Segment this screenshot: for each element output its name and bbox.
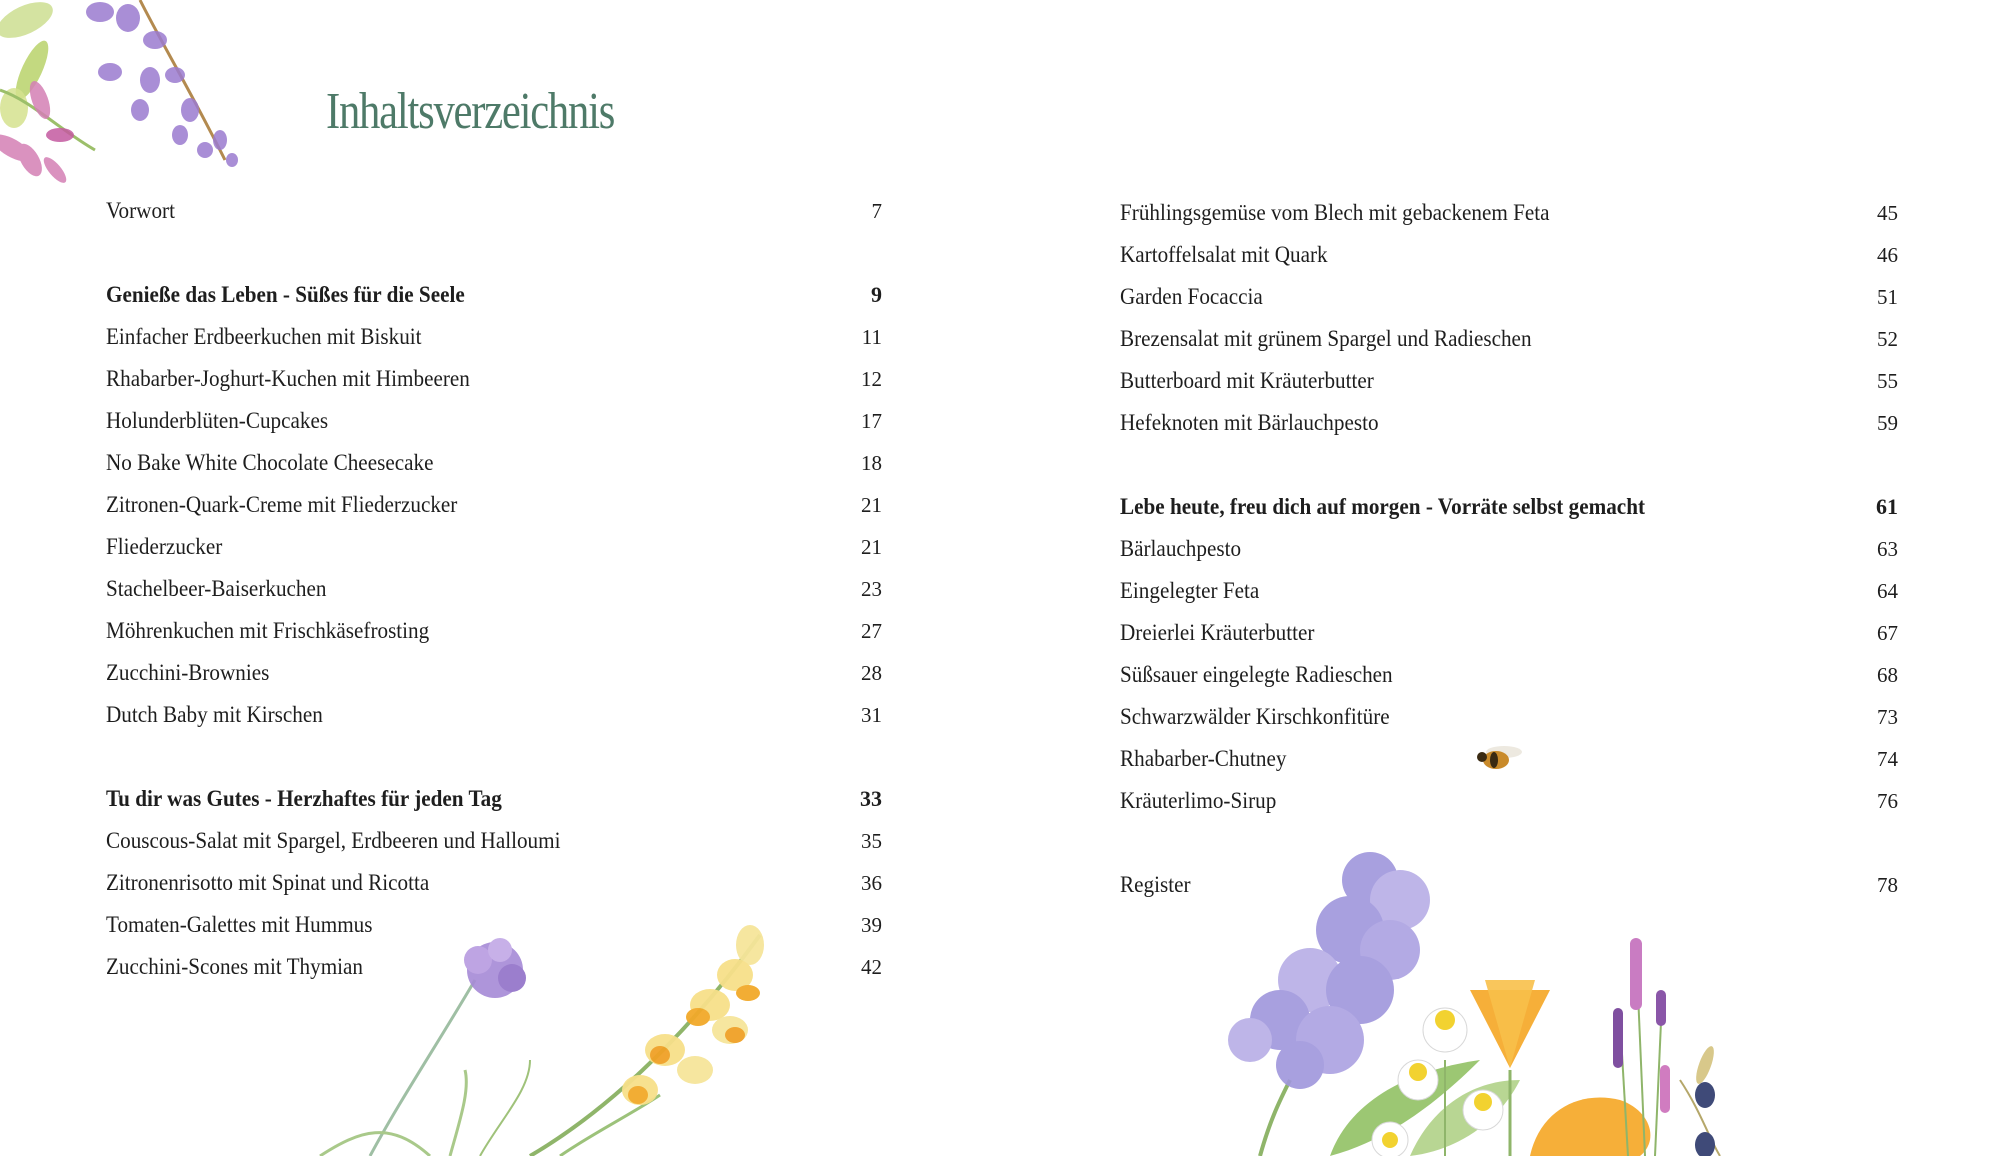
toc-entry-title: Genieße das Leben - Süßes für die Seele [106,282,465,307]
olive-illustration [1680,1044,1720,1156]
sweet-pea-illustration [0,0,260,210]
toc-entry[interactable] [106,950,882,984]
toc-entry[interactable] [106,908,882,942]
toc-entry[interactable] [1120,700,1898,734]
toc-page-number: 45 [1877,200,1898,225]
toc-page-number: 11 [861,324,882,349]
toc-entry-title: Einfacher Erdbeerkuchen mit Biskuit [106,324,422,349]
toc-entry[interactable] [1120,238,1898,272]
toc-page-number: 28 [861,660,882,685]
toc-entry-title: Frühlingsgemüse vom Blech mit gebackenem Feta [1120,200,1550,225]
toc-entry[interactable] [106,194,882,228]
toc-page-number: 7 [871,198,882,223]
toc-entry-title: Lebe heute, freu dich auf morgen - Vorräte selbst gemacht [1120,494,1646,519]
toc-entry[interactable] [1120,322,1898,356]
toc-entry-title: Rhabarber-Chutney [1120,746,1287,771]
toc-entry[interactable] [1120,574,1898,608]
page-title: Inhaltsverzeichnis [326,83,615,140]
chamomile-illustration [1372,1008,1503,1156]
toc-page-number: 31 [861,702,882,727]
toc-entry-title: Hefeknoten mit Bärlauchpesto [1120,410,1379,435]
toc-entry-title: Kräuterlimo-Sirup [1120,788,1277,813]
toc-entry-title: Dreierlei Kräuterbutter [1120,620,1315,645]
toc-page-number: 46 [1877,242,1898,267]
toc-entry-title: Garden Focaccia [1120,284,1263,309]
toc-entry-title: Tomaten-Galettes mit Hummus [106,912,373,937]
toc-entry[interactable] [1120,196,1898,230]
toc-entry[interactable] [106,614,882,648]
toc-entry[interactable] [1120,784,1898,818]
toc-section-heading[interactable] [1120,490,1898,524]
toc-entry[interactable] [1120,280,1898,314]
toc-entry[interactable] [106,572,882,606]
toc-entry-title: Süßsauer eingelegte Radieschen [1120,662,1393,687]
toc-entry-title: Vorwort [106,198,175,223]
toc-page-number: 67 [1877,620,1898,645]
toc-entry[interactable] [1120,532,1898,566]
toc-entry-title: Zitronen-Quark-Creme mit Fliederzucker [106,492,458,517]
toc-entry[interactable] [106,488,882,522]
toc-entry-title: Dutch Baby mit Kirschen [106,702,323,727]
toc-entry[interactable] [1120,742,1898,776]
toc-page-number: 76 [1877,788,1898,813]
toc-entry[interactable] [1120,616,1898,650]
toc-entry-title: Bärlauchpesto [1120,536,1242,561]
toc-page-number: 21 [861,492,882,517]
lavender-illustration [1613,938,1670,1156]
toc-entry-title: Zucchini-Brownies [106,660,270,685]
toc-entry-title: Brezensalat mit grünem Spargel und Radieschen [1120,326,1532,351]
toc-page-number: 33 [860,786,882,811]
toc-page-number: 42 [861,954,882,979]
toc-entry[interactable] [106,866,882,900]
toc-page-number: 17 [861,408,882,433]
toc-entry-title: Stachelbeer-Baiserkuchen [106,576,327,601]
toc-page-number: 12 [861,366,882,391]
toc-entry-title: Möhrenkuchen mit Frischkäsefrosting [106,618,430,643]
toc-page-number: 68 [1877,662,1898,687]
toc-page-number: 78 [1877,872,1898,897]
toc-page-number: 23 [861,576,882,601]
toc-entry[interactable] [106,824,882,858]
toc-page-number: 51 [1877,284,1898,309]
toc-entry-title: Rhabarber-Joghurt-Kuchen mit Himbeeren [106,366,470,391]
toc-page-number: 9 [871,282,882,307]
toc-page-number: 59 [1877,410,1898,435]
toc-entry-title: Holunderblüten-Cupcakes [106,408,329,433]
toc-page-number: 55 [1877,368,1898,393]
toc-entry[interactable] [106,404,882,438]
toc-entry-title: Schwarzwälder Kirschkonfitüre [1120,704,1390,729]
toc-page-number: 63 [1877,536,1898,561]
toc-page-number: 73 [1877,704,1898,729]
calendula-illustration [1470,980,1650,1156]
toc-entry[interactable] [106,320,882,354]
toc-entry-title: Zucchini-Scones mit Thymian [106,954,364,979]
toc-entry-title: Butterboard mit Kräuterbutter [1120,368,1374,393]
toc-page-number: 64 [1877,578,1898,603]
toc-page-number: 35 [861,828,882,853]
toc-entry[interactable] [106,446,882,480]
toc-entry[interactable] [1120,364,1898,398]
toc-entry-title: Tu dir was Gutes - Herzhaftes für jeden Tag [106,786,502,811]
toc-page-number: 21 [861,534,882,559]
toc-page-number: 74 [1877,746,1898,771]
toc-entry[interactable] [106,698,882,732]
toc-entry-title: No Bake White Chocolate Cheesecake [106,450,434,475]
toc-entry-title: Fliederzucker [106,534,223,559]
toc-entry[interactable] [106,530,882,564]
toc-page-number: 39 [861,912,882,937]
toc-page-number: 61 [1876,494,1898,519]
toc-page-number: 52 [1877,326,1898,351]
toc-entry[interactable] [106,656,882,690]
toc-entry[interactable] [106,362,882,396]
toc-entry[interactable] [1120,406,1898,440]
toc-entry-title: Zitronenrisotto mit Spinat und Ricotta [106,870,430,895]
toc-entry[interactable] [1120,868,1898,902]
toc-entry-title: Couscous-Salat mit Spargel, Erdbeeren und Halloumi [106,828,561,853]
toc-entry-title: Eingelegter Feta [1120,578,1260,603]
toc-entry[interactable] [1120,658,1898,692]
toc-page-number: 36 [861,870,882,895]
toc-page-number: 18 [861,450,882,475]
toc-entry-title: Register [1120,872,1191,897]
toc-section-heading[interactable] [106,782,882,816]
toc-page-number: 27 [861,618,882,643]
toc-section-heading[interactable] [106,278,882,312]
toc-entry-title: Kartoffelsalat mit Quark [1120,242,1328,267]
